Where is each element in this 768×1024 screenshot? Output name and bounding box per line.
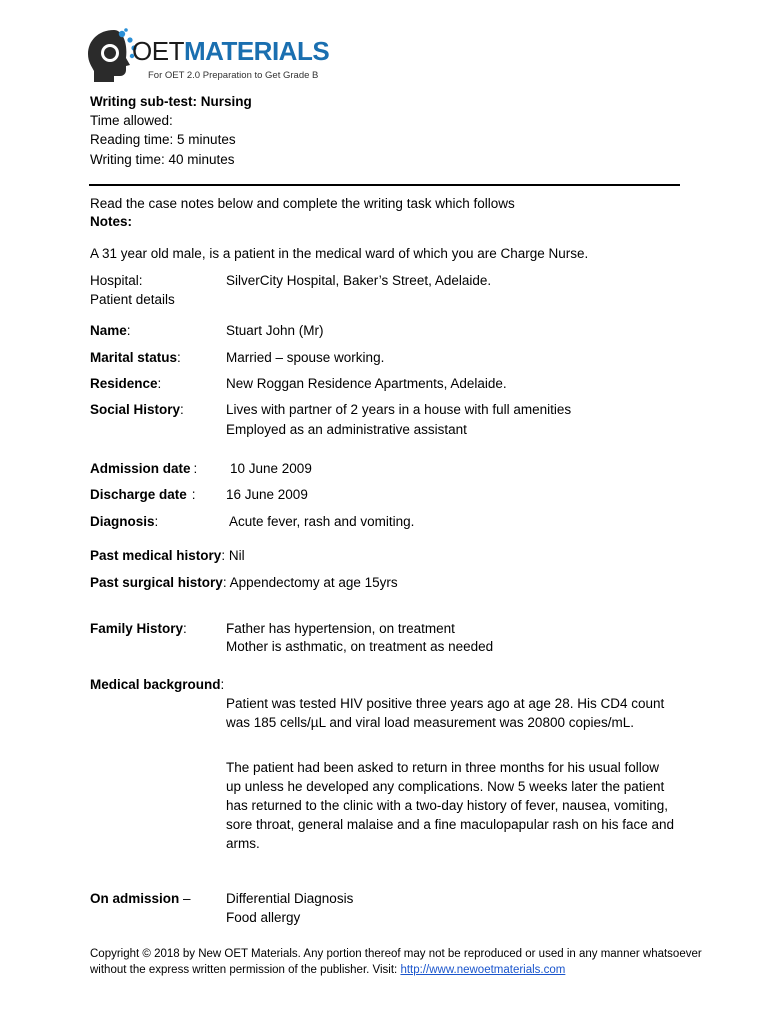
reading-time: Reading time: 5 minutes	[90, 132, 236, 147]
name-value: Stuart John (Mr)	[226, 323, 324, 338]
hospital-label: Hospital:	[90, 273, 143, 288]
medical-background-para-2: The patient had been asked to return in three months for his usual follow up unless he developed any complications. Now 5 weeks later the patient has returned to the clinic with a two-day history of fever, nausea, vomiting, sore throat, general malaise and a fine maculopapular rash on his face and arms.	[226, 760, 675, 851]
brand-prefix: OET	[132, 36, 184, 66]
notes-label: Notes:	[90, 214, 133, 229]
admission-date-label: Admission date :	[90, 461, 198, 476]
brand-wordmark	[132, 36, 329, 67]
admission-date-value: 10 June 2009	[230, 461, 312, 476]
patient-details-label: Patient details	[90, 292, 175, 307]
social-history-label: Social History:	[90, 402, 184, 417]
marital-label: Marital status:	[90, 350, 181, 365]
social-history-line-2: Employed as an administrative assistant	[226, 422, 467, 437]
on-admission-line-1: Differential Diagnosis	[226, 891, 354, 906]
copyright-text: Copyright © 2018 by New OET Materials. Any portion thereof may not be reproduced or used in any manner whatsoever without the express written permission of the publisher. Visit:	[90, 948, 702, 976]
on-admission-label: On admission –	[90, 891, 191, 906]
hospital-value: SilverCity Hospital, Baker’s Street, Adelaide.	[226, 273, 492, 288]
case-summary: A 31 year old male, is a patient in the medical ward of which you are Charge Nurse.	[90, 246, 589, 261]
marital-value: Married – spouse working.	[226, 350, 385, 365]
discharge-date-value: 16 June 2009	[226, 487, 308, 502]
past-surgical-history: Past surgical history: Appendectomy at age 15yrs	[90, 575, 398, 590]
name-label: Name:	[90, 323, 131, 338]
time-allowed: Time allowed:	[90, 113, 173, 128]
logo	[84, 24, 330, 86]
past-medical-history: Past medical history: Nil	[90, 548, 245, 563]
copyright-footer	[90, 946, 710, 978]
family-history-label: Family History:	[90, 621, 187, 636]
divider	[89, 184, 680, 186]
instruction: Read the case notes below and complete the writing task which follows	[90, 196, 515, 211]
residence-value: New Roggan Residence Apartments, Adelaide.	[226, 376, 507, 391]
page-title: Writing sub-test: Nursing	[90, 94, 252, 109]
on-admission-line-2: Food allergy	[226, 910, 301, 925]
family-history-line-1: Father has hypertension, on treatment	[226, 621, 455, 636]
tagline: For OET 2.0 Preparation to Get Grade B	[148, 70, 319, 81]
website-link[interactable]: http://www.newoetmaterials.com	[400, 964, 566, 976]
family-history-line-2: Mother is asthmatic, on treatment as needed	[226, 639, 494, 654]
social-history-line-1: Lives with partner of 2 years in a house with full amenities	[226, 402, 572, 417]
diagnosis-value: Acute fever, rash and vomiting.	[229, 514, 415, 529]
medical-background-para-1: Patient was tested HIV positive three years ago at age 28. His CD4 count was 185 cells/µL and viral load measurement was 20800 copies/mL.	[226, 696, 665, 730]
writing-time: Writing time: 40 minutes	[90, 152, 235, 167]
medical-background-label: Medical background:	[90, 677, 225, 692]
discharge-date-label: Discharge date :	[90, 487, 196, 502]
residence-label: Residence:	[90, 376, 162, 391]
brand-suffix: MATERIALS	[183, 36, 330, 66]
diagnosis-label: Diagnosis:	[90, 514, 159, 529]
